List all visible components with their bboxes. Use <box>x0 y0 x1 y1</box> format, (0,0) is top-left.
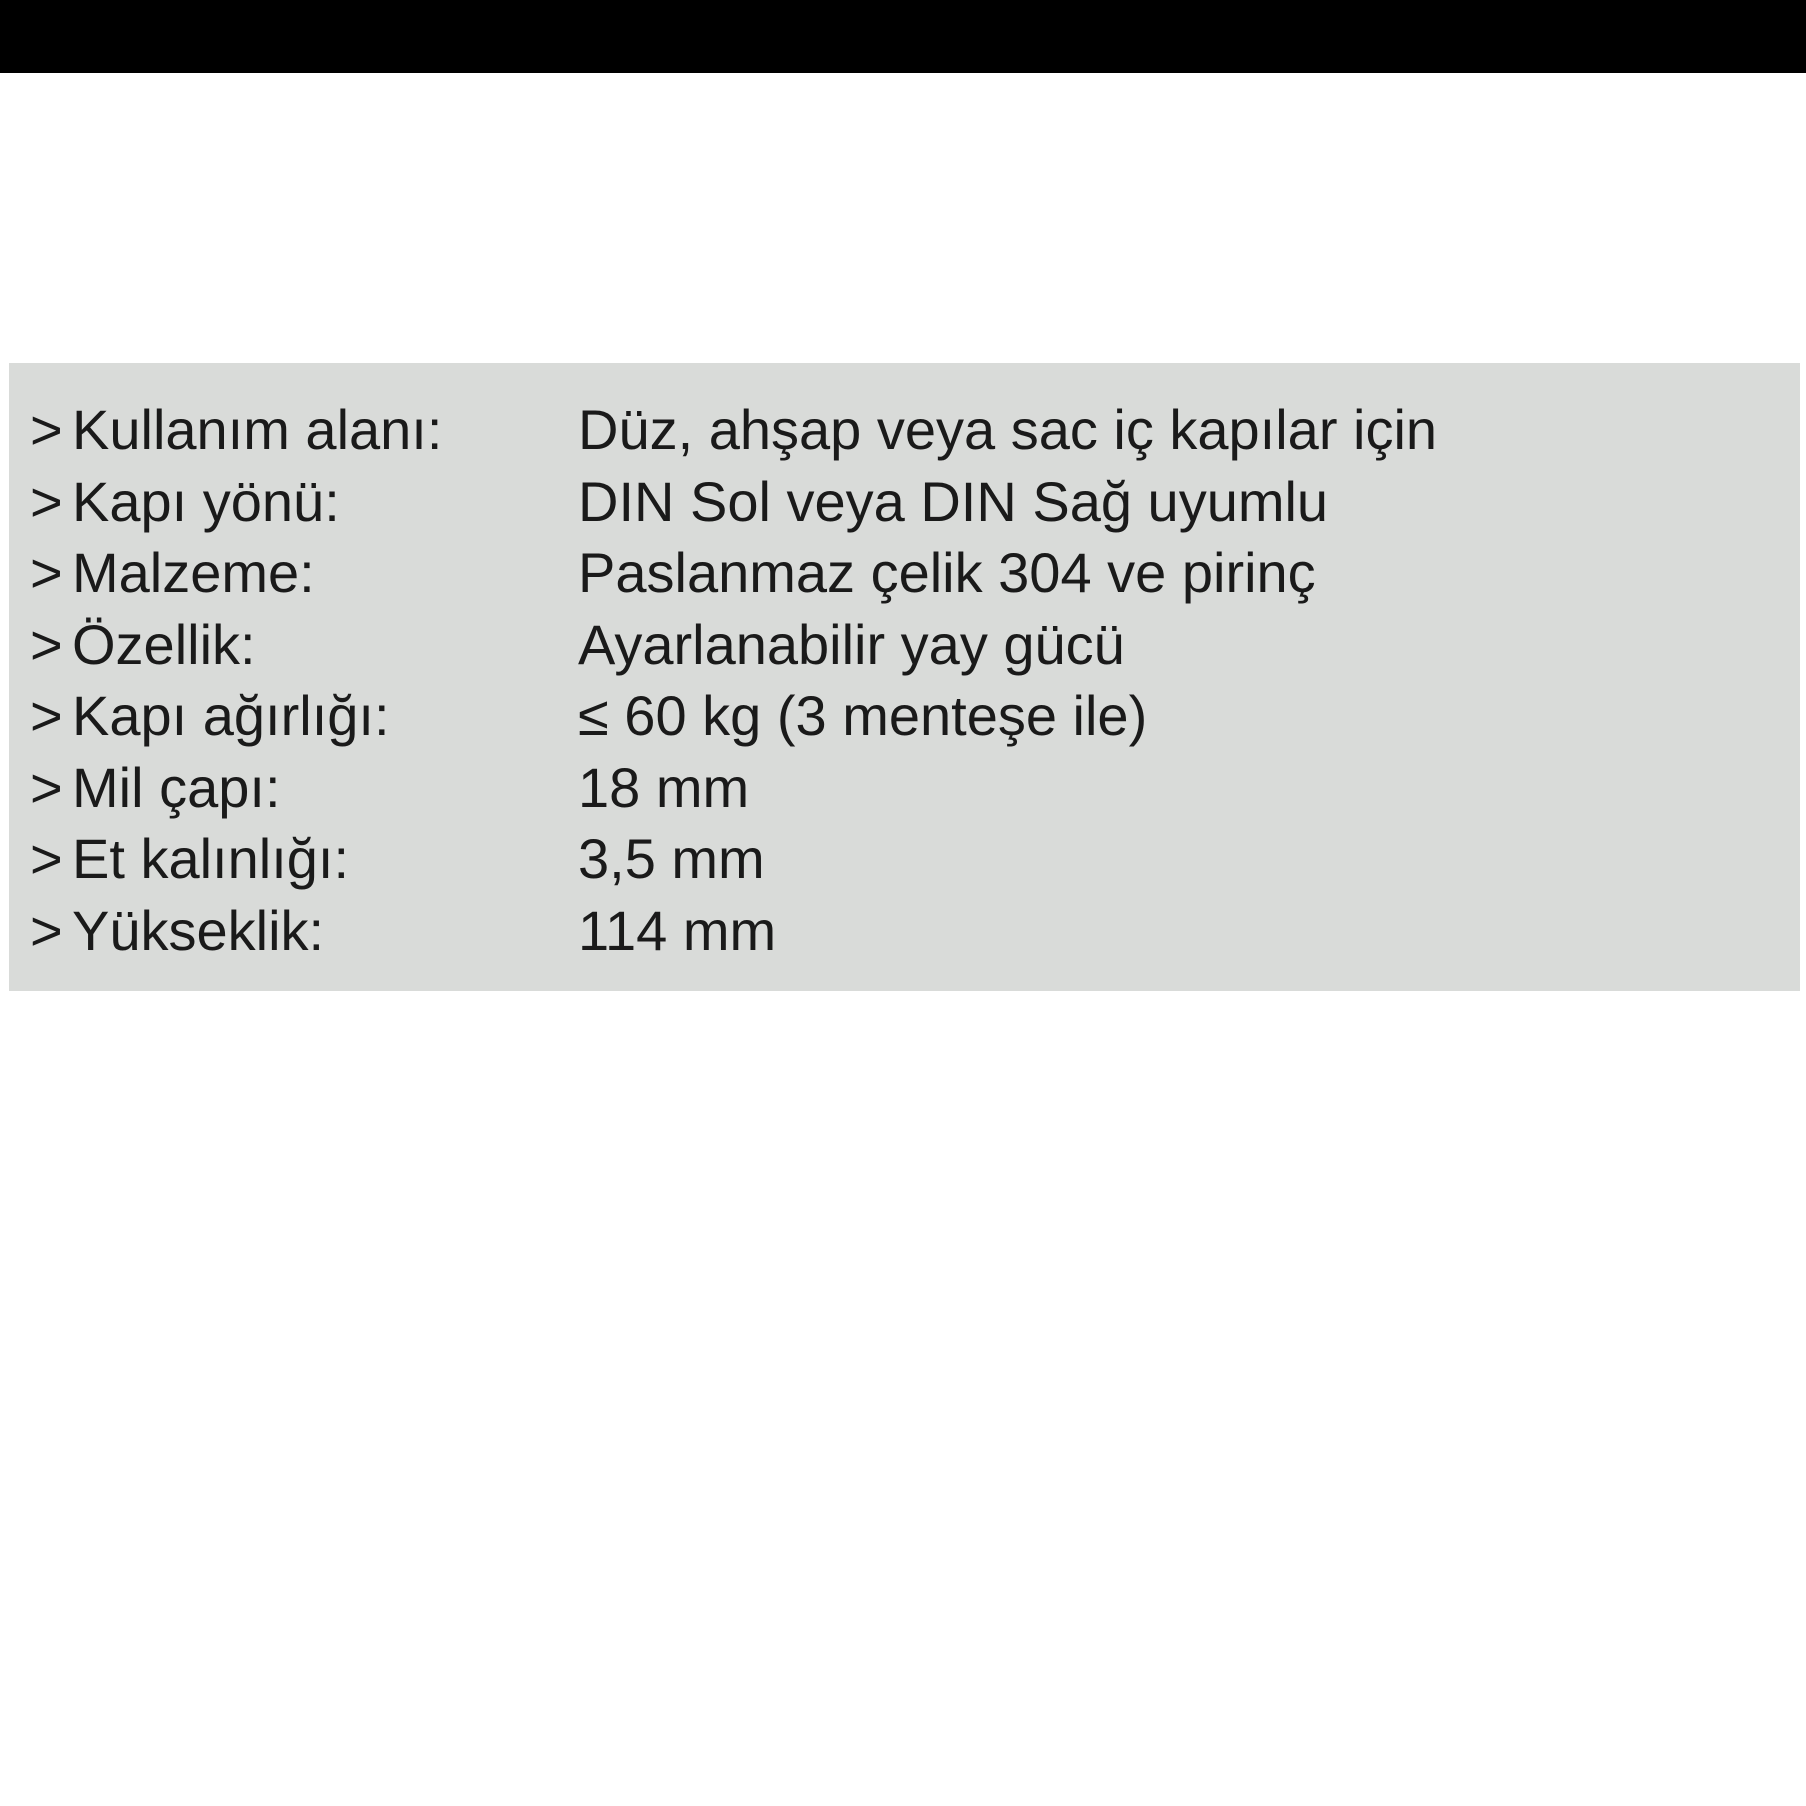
spec-label: Malzeme: <box>72 541 315 604</box>
bullet-arrow-icon: > <box>30 469 63 533</box>
spec-label: Özellik: <box>72 612 256 676</box>
spec-label: Et kalınlığı: <box>72 827 350 890</box>
spec-value: ≤ 60 kg (3 menteşe ile) <box>578 684 1148 747</box>
spec-value: 114 mm <box>578 898 777 962</box>
spec-value: Ayarlanabilir yay gücü <box>578 612 1125 676</box>
spec-list <box>9 394 1800 966</box>
spec-value: 3,5 mm <box>578 827 765 890</box>
bullet-arrow-icon: > <box>30 755 63 819</box>
bullet-arrow-icon: > <box>30 398 63 461</box>
spec-value: 18 mm <box>578 755 750 819</box>
spec-label: Kapı yönü: <box>72 469 340 533</box>
spec-label: Mil çapı: <box>72 755 281 819</box>
spec-row <box>9 752 1800 824</box>
spec-row <box>9 609 1800 681</box>
bullet-arrow-icon: > <box>30 684 63 747</box>
top-black-bar <box>0 0 1806 73</box>
spec-panel <box>9 363 1800 991</box>
spec-value: Düz, ahşap veya sac iç kapılar için <box>578 398 1438 461</box>
spec-row <box>9 466 1800 538</box>
spec-label: Kullanım alanı: <box>72 398 443 461</box>
bullet-arrow-icon: > <box>30 612 63 676</box>
spec-label: Kapı ağırlığı: <box>72 684 390 747</box>
spec-row <box>9 680 1800 752</box>
bullet-arrow-icon: > <box>30 827 63 890</box>
spec-value: DIN Sol veya DIN Sağ uyumlu <box>578 469 1329 533</box>
spec-label: Yükseklik: <box>72 898 325 962</box>
spec-row <box>9 394 1800 466</box>
spec-row <box>9 895 1800 967</box>
bullet-arrow-icon: > <box>30 898 63 962</box>
spec-row <box>9 537 1800 609</box>
bullet-arrow-icon: > <box>30 541 63 604</box>
spec-value: Paslanmaz çelik 304 ve pirinç <box>578 541 1316 604</box>
spec-row <box>9 823 1800 895</box>
